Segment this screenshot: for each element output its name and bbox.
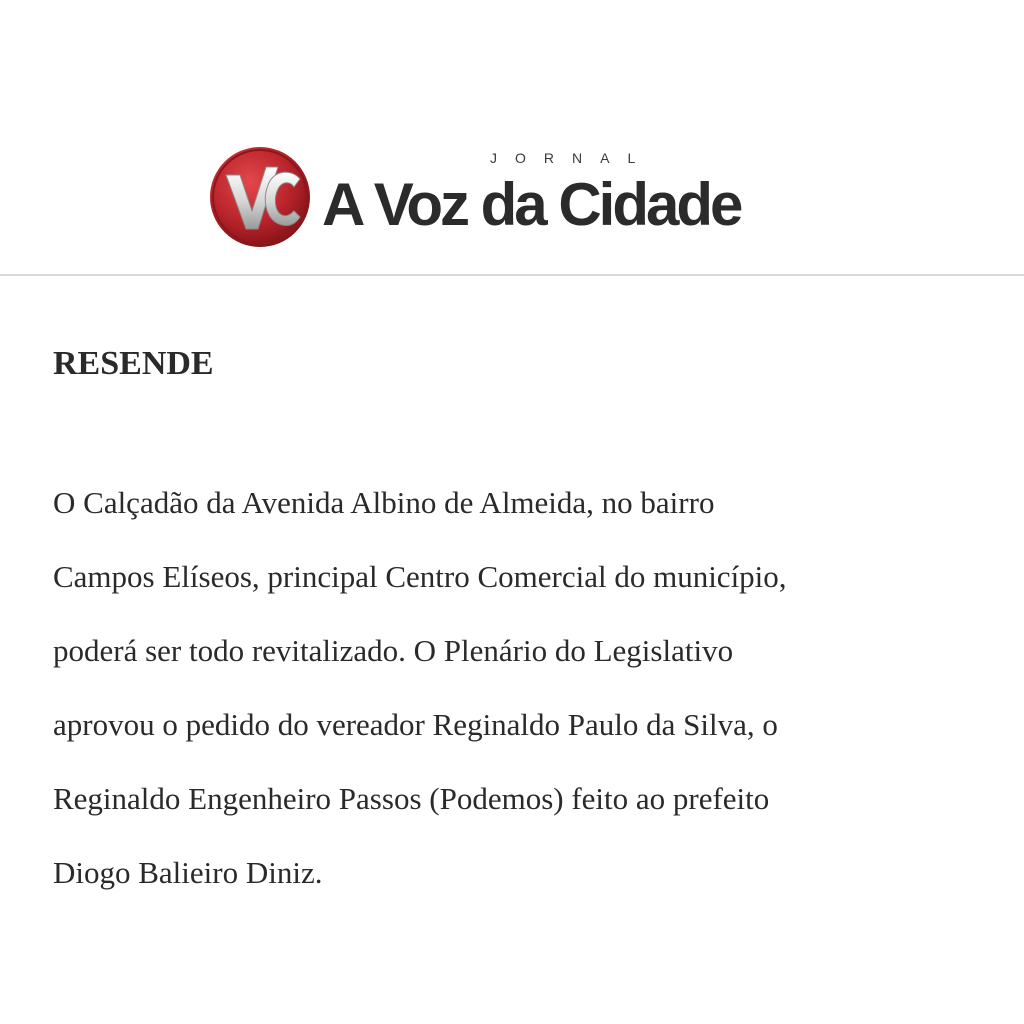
article: [53, 330, 983, 910]
article-body-line: Campos Elíseos, principal Centro Comercial do município,: [53, 559, 787, 594]
vc-logo-emblem: [208, 145, 312, 249]
article-body-line: O Calçadão da Avenida Albino de Almeida, no bairro: [53, 485, 715, 520]
article-headline: RESENDE: [53, 345, 214, 382]
article-body-line: Diogo Balieiro Diniz.: [53, 855, 323, 890]
article-body-line: Reginaldo Engenheiro Passos (Podemos) feito ao prefeito: [53, 781, 770, 816]
article-body: [53, 466, 983, 910]
article-body-line: poderá ser todo revitalizado. O Plenário do Legislativo: [53, 633, 734, 668]
logo-wordmark: A Voz da Cidade: [322, 171, 741, 238]
article-body-line: aprovou o pedido do vereador Reginaldo Paulo da Silva, o: [53, 707, 778, 742]
logo-kicker: JORNAL: [490, 150, 654, 166]
masthead: [0, 0, 1024, 276]
